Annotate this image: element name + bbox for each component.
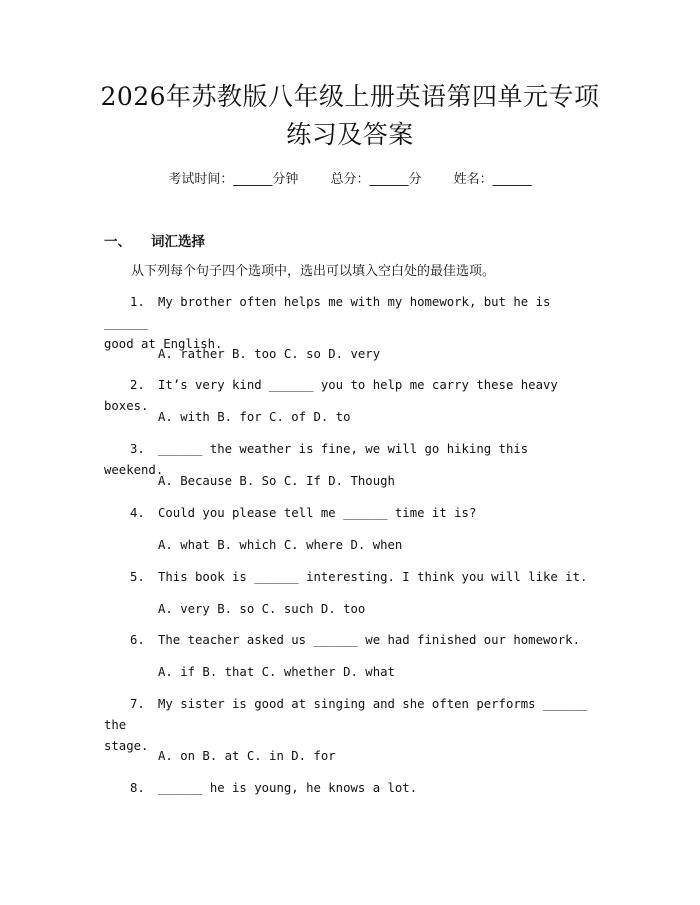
question-line	[104, 694, 592, 736]
question-4	[104, 503, 592, 524]
page-title	[40, 78, 660, 154]
name-field: 姓名：______	[453, 172, 532, 187]
question-number: 8.	[130, 781, 145, 795]
question-text: This book is ______ interesting. I think you will like it.	[158, 570, 588, 584]
question-text: My sister is good at singing and she often performs ______ the	[104, 697, 588, 732]
question-number: 6.	[130, 633, 145, 647]
question-4-options: A. what B. which C. where D. when	[158, 538, 403, 552]
question-number: 2.	[130, 378, 145, 392]
question-number: 1.	[130, 295, 145, 309]
question-5	[104, 567, 592, 588]
section-heading	[104, 230, 205, 250]
question-line	[104, 567, 592, 588]
question-7-options: A. on B. at C. in D. for	[158, 749, 336, 763]
question-text: It’s very kind ______ you to help me carry these heavy boxes.	[104, 378, 558, 413]
question-text: ______ he is young, he knows a lot.	[158, 781, 418, 795]
time-field: 考试时间：______分钟	[168, 172, 299, 187]
question-text: My brother often helps me with my homework, but he is ______	[104, 295, 551, 330]
question-8	[104, 778, 592, 799]
question-2-options: A. with B. for C. of D. to	[158, 410, 351, 424]
score-field: 总分：______分	[330, 172, 422, 187]
question-6-options: A. if B. that C. whether D. what	[158, 665, 395, 679]
question-1-options: A. rather B. too C. so D. very	[158, 347, 381, 361]
question-line	[104, 630, 592, 651]
section-instruction: 从下列每个句子四个选项中，选出可以填入空白处的最佳选项。	[131, 264, 496, 279]
question-number: 3.	[130, 442, 145, 456]
question-3-options: A. Because B. So C. If D. Though	[158, 474, 395, 488]
title-line-1: 2026年苏教版八年级上册英语第四单元专项	[100, 82, 600, 111]
question-text: ______ the weather is fine, we will go hiking this weekend.	[104, 442, 529, 477]
question-text: Could you please tell me ______ time it is?	[158, 506, 477, 520]
question-line	[104, 292, 592, 334]
question-line	[104, 778, 592, 799]
section-title: 词汇选择	[151, 234, 205, 250]
exam-meta	[0, 168, 700, 187]
question-5-options: A. very B. so C. such D. too	[158, 602, 366, 616]
question-line	[104, 503, 592, 524]
question-number: 5.	[130, 570, 145, 584]
title-line-2: 练习及答案	[286, 120, 414, 149]
question-continuation: stage.	[104, 739, 149, 753]
question-6	[104, 630, 592, 651]
question-continuation: good at English.	[104, 337, 223, 351]
section-number: 一、	[104, 234, 131, 250]
question-text: The teacher asked us ______ we had finished our homework.	[158, 633, 580, 647]
question-number: 4.	[130, 506, 145, 520]
question-number: 7.	[130, 697, 145, 711]
